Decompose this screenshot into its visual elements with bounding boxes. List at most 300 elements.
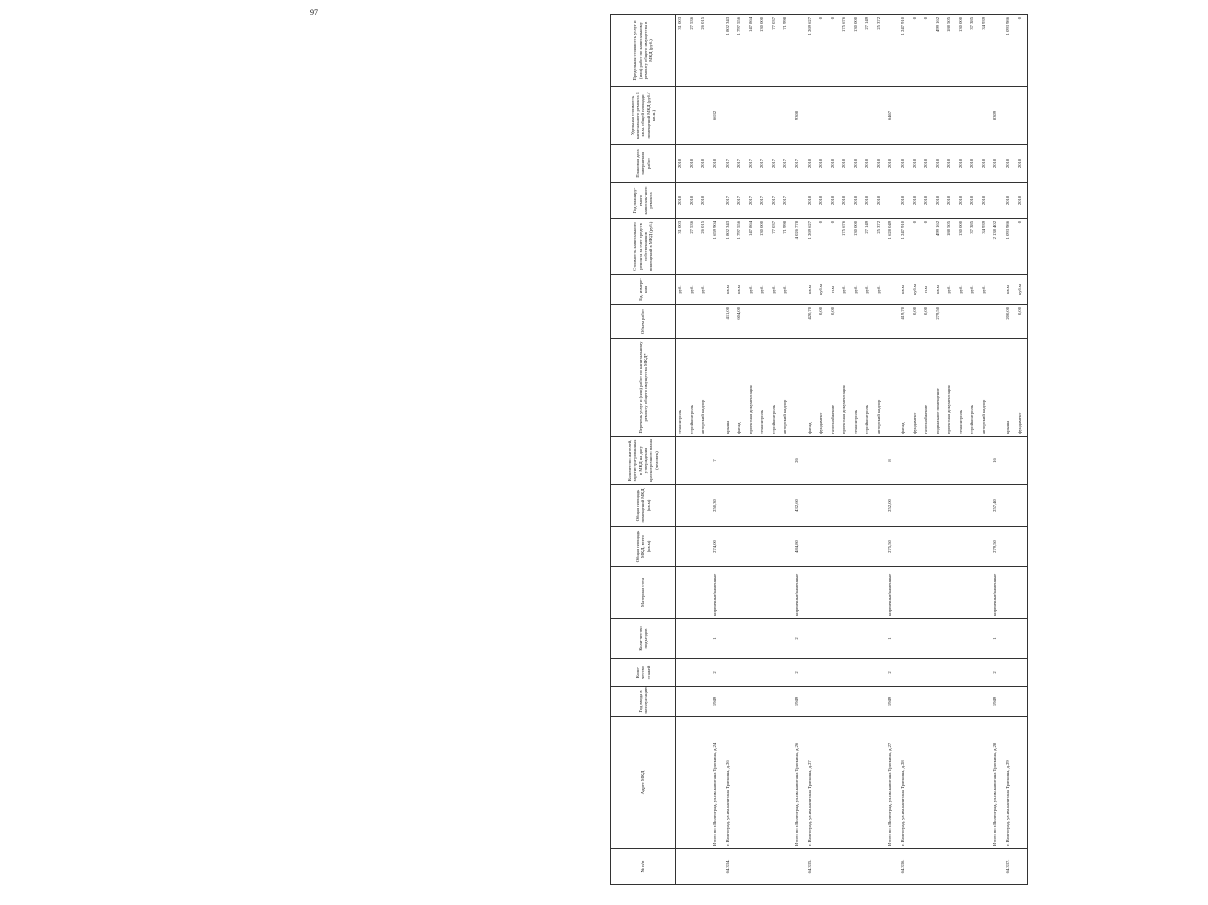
cell-plan-year: 2017 (758, 183, 770, 219)
cell-entrances: 1 (991, 619, 1004, 659)
cell-num: 64.335. (806, 849, 818, 885)
cell-cost: 1 797 556 (735, 219, 747, 275)
cell-works: техконтроль (676, 339, 688, 437)
cell-living-area (1004, 485, 1016, 527)
cell-unit: руб. (852, 275, 864, 305)
cell-residents (863, 437, 875, 485)
cell-volume (980, 305, 992, 339)
cell-max-cost: 175 676 (840, 15, 852, 87)
cell-total-area (699, 527, 711, 567)
cell-num (676, 849, 688, 885)
cell-max-cost: 77 037 (770, 15, 782, 87)
cell-living-area (934, 485, 946, 527)
cell-unit: кв.м (899, 275, 911, 305)
cell-unit-cost (1004, 87, 1016, 145)
cell-num (968, 849, 980, 885)
cell-living-area (747, 485, 759, 527)
cell-works: проектная документация (945, 339, 957, 437)
cell-volume (840, 305, 852, 339)
cell-plan-year: 2018 (852, 183, 864, 219)
cell-volume: 0,00 (829, 305, 841, 339)
cell-residents (957, 437, 969, 485)
cell-wall-material (676, 567, 688, 619)
cell-floors (911, 659, 923, 687)
cell-max-cost: 130 000 (852, 15, 864, 87)
cell-plan-year (886, 183, 899, 219)
cell-unit-cost (829, 87, 841, 145)
cell-entrances (934, 619, 946, 659)
cell-address (747, 717, 759, 849)
cell-num (688, 849, 700, 885)
cell-address (840, 717, 852, 849)
cell-entrances (957, 619, 969, 659)
cell-plan-end: 2017 (758, 145, 770, 183)
cell-works: стройконтроль (688, 339, 700, 437)
cell-year: 1949 (711, 687, 724, 717)
table-row (724, 15, 736, 885)
cell-entrances (806, 619, 818, 659)
cell-entrances (735, 619, 747, 659)
cell-residents: 7 (711, 437, 724, 485)
cell-num (957, 849, 969, 885)
cell-unit-cost (699, 87, 711, 145)
cell-num (991, 849, 1004, 885)
cell-unit: руб. (840, 275, 852, 305)
cell-residents (758, 437, 770, 485)
cell-cost: 0 (829, 219, 841, 275)
cell-unit: куб.м (1016, 275, 1028, 305)
cell-cost: 1 659 904 (711, 219, 724, 275)
cell-plan-end: 2018 (911, 145, 923, 183)
cell-address (968, 717, 980, 849)
cell-entrances (968, 619, 980, 659)
cell-floors (899, 659, 911, 687)
cell-num (711, 849, 724, 885)
col-header-total-area: Общая площадь МКД, всего (кв.м) (611, 527, 676, 567)
cell-plan-year: 2018 (840, 183, 852, 219)
cell-works: авторский надзор (699, 339, 711, 437)
cell-works: проектная документация (840, 339, 852, 437)
cell-plan-end: 2018 (980, 145, 992, 183)
cell-unit: п.м (922, 275, 934, 305)
cell-residents (875, 437, 887, 485)
cell-plan-end: 2018 (934, 145, 946, 183)
cell-entrances (840, 619, 852, 659)
cell-year (688, 687, 700, 717)
cell-floors (875, 659, 887, 687)
cell-unit-cost: 6632 (711, 87, 724, 145)
cell-year (781, 687, 793, 717)
cell-residents (735, 437, 747, 485)
cell-floors (724, 659, 736, 687)
cell-volume: 411,00 (724, 305, 736, 339)
cell-wall-material (934, 567, 946, 619)
cell-plan-year: 2017 (781, 183, 793, 219)
cell-works (793, 339, 806, 437)
cell-plan-year (793, 183, 806, 219)
cell-plan-end: 2017 (770, 145, 782, 183)
cell-living-area (945, 485, 957, 527)
cell-living-area (980, 485, 992, 527)
cell-plan-year: 2018 (922, 183, 934, 219)
cell-wall-material: кирпичные/каменные (991, 567, 1004, 619)
table-row (934, 15, 946, 885)
cell-max-cost: 25 372 (875, 15, 887, 87)
total-row (711, 15, 724, 885)
cell-works (886, 339, 899, 437)
cell-num (781, 849, 793, 885)
cell-unit: руб. (699, 275, 711, 305)
cell-wall-material (829, 567, 841, 619)
cell-max-cost: 1 802 343 (724, 15, 736, 87)
cell-total-area (781, 527, 793, 567)
cell-entrances (817, 619, 829, 659)
cell-wall-material (1016, 567, 1028, 619)
cell-unit-cost (724, 87, 736, 145)
col-header-num: № п/п (611, 849, 676, 885)
cell-address (676, 717, 688, 849)
cell-total-area (899, 527, 911, 567)
table-row (1004, 15, 1016, 885)
cell-unit-cost (758, 87, 770, 145)
cell-unit-cost: 6467 (886, 87, 899, 145)
cell-entrances: 1 (886, 619, 899, 659)
cell-max-cost: 0 (911, 15, 923, 87)
cell-total-area: 275,50 (886, 527, 899, 567)
cell-total-area (1016, 527, 1028, 567)
cell-max-cost: 34 939 (980, 15, 992, 87)
cell-plan-year (711, 183, 724, 219)
repair-plan-table (610, 14, 1028, 885)
cell-entrances (852, 619, 864, 659)
table-row (781, 15, 793, 885)
cell-living-area (968, 485, 980, 527)
cell-num (829, 849, 841, 885)
cell-wall-material (852, 567, 864, 619)
cell-plan-end: 2018 (899, 145, 911, 183)
cell-num (886, 849, 899, 885)
cell-unit: куб.м (817, 275, 829, 305)
table-body (676, 15, 1028, 885)
cell-year: 1949 (886, 687, 899, 717)
cell-floors (840, 659, 852, 687)
table-row (747, 15, 759, 885)
cell-living-area (957, 485, 969, 527)
cell-cost: 499 162 (934, 219, 946, 275)
cell-floors (863, 659, 875, 687)
cell-cost: 2 138 402 (991, 219, 1004, 275)
cell-volume: 0,00 (922, 305, 934, 339)
cell-year (676, 687, 688, 717)
cell-volume (781, 305, 793, 339)
cell-total-area (817, 527, 829, 567)
col-header-plan-year: Год планиру-емого капиталь-ного ремонта (611, 183, 676, 219)
cell-residents (676, 437, 688, 485)
cell-total-area (1004, 527, 1016, 567)
cell-plan-end: 2018 (852, 145, 864, 183)
cell-unit: кв.м (735, 275, 747, 305)
cell-cost: 77 037 (770, 219, 782, 275)
cell-wall-material: кирпичные/каменные (711, 567, 724, 619)
cell-wall-material (875, 567, 887, 619)
cell-wall-material (758, 567, 770, 619)
cell-plan-end: 2018 (688, 145, 700, 183)
cell-plan-end: 2018 (957, 145, 969, 183)
cell-plan-year: 2018 (676, 183, 688, 219)
cell-volume (688, 305, 700, 339)
total-row (991, 15, 1004, 885)
cell-num: 64.336. (899, 849, 911, 885)
cell-entrances (1016, 619, 1028, 659)
cell-unit: руб. (875, 275, 887, 305)
cell-plan-year: 2018 (806, 183, 818, 219)
cell-residents (922, 437, 934, 485)
cell-floors: 2 (711, 659, 724, 687)
cell-cost: 1 628 049 (886, 219, 899, 275)
cell-plan-year: 2018 (945, 183, 957, 219)
cell-num (758, 849, 770, 885)
cell-residents (724, 437, 736, 485)
cell-works (711, 339, 724, 437)
cell-max-cost: 1 797 556 (735, 15, 747, 87)
cell-total-area (735, 527, 747, 567)
cell-cost: 1 247 910 (899, 219, 911, 275)
cell-living-area (899, 485, 911, 527)
cell-address (934, 717, 946, 849)
cell-works: крыша (724, 339, 736, 437)
cell-floors (688, 659, 700, 687)
table-row (735, 15, 747, 885)
cell-unit: кв.м (724, 275, 736, 305)
cell-wall-material (840, 567, 852, 619)
cell-total-area (934, 527, 946, 567)
cell-unit-cost (875, 87, 887, 145)
cell-plan-end: 2018 (886, 145, 899, 183)
cell-year: 1949 (991, 687, 1004, 717)
cell-residents (781, 437, 793, 485)
cell-plan-year: 2017 (747, 183, 759, 219)
table-row (829, 15, 841, 885)
cell-entrances (922, 619, 934, 659)
cell-wall-material (724, 567, 736, 619)
cell-plan-end: 2018 (699, 145, 711, 183)
cell-unit: руб. (980, 275, 992, 305)
cell-year (1004, 687, 1016, 717)
cell-plan-end: 2018 (806, 145, 818, 183)
cell-cost: 25 372 (875, 219, 887, 275)
cell-address (911, 717, 923, 849)
table-row (875, 15, 887, 885)
cell-cost: 71 998 (781, 219, 793, 275)
col-header-residents: Количество жителей, зарегистри-рованных в МКД на дату утверждения краткосрочного плана (человек) (611, 437, 676, 485)
cell-year (911, 687, 923, 717)
cell-residents (852, 437, 864, 485)
cell-living-area (1016, 485, 1028, 527)
table-row (863, 15, 875, 885)
cell-year (922, 687, 934, 717)
col-header-volume: Объем работ (611, 305, 676, 339)
cell-year (934, 687, 946, 717)
cell-wall-material (688, 567, 700, 619)
cell-total-area: 279,50 (991, 527, 1004, 567)
cell-num (875, 849, 887, 885)
cell-unit-cost (934, 87, 946, 145)
cell-address (829, 717, 841, 849)
cell-unit: руб. (758, 275, 770, 305)
cell-living-area (770, 485, 782, 527)
cell-works (991, 339, 1004, 437)
col-header-address: Адрес МКД (611, 717, 676, 849)
cell-residents (1004, 437, 1016, 485)
cell-volume: 419,70 (899, 305, 911, 339)
cell-works: подвальное помещение (934, 339, 946, 437)
cell-plan-year (991, 183, 1004, 219)
cell-unit: руб. (747, 275, 759, 305)
cell-unit-cost (688, 87, 700, 145)
cell-plan-year: 2017 (724, 183, 736, 219)
cell-wall-material (806, 567, 818, 619)
cell-living-area (781, 485, 793, 527)
cell-cost: 130 000 (852, 219, 864, 275)
cell-total-area (968, 527, 980, 567)
cell-volume (770, 305, 782, 339)
cell-works: техконтроль (957, 339, 969, 437)
cell-total-area (724, 527, 736, 567)
cell-floors (852, 659, 864, 687)
cell-max-cost (991, 15, 1004, 87)
cell-residents (806, 437, 818, 485)
table-row (852, 15, 864, 885)
cell-year (747, 687, 759, 717)
cell-works: стройконтроль (770, 339, 782, 437)
cell-max-cost: 130 000 (957, 15, 969, 87)
cell-plan-end: 2018 (875, 145, 887, 183)
cell-residents (817, 437, 829, 485)
cell-cost: 188 505 (945, 219, 957, 275)
cell-year (735, 687, 747, 717)
cell-residents (688, 437, 700, 485)
cell-num: 64.334. (724, 849, 736, 885)
cell-plan-year: 2018 (934, 183, 946, 219)
cell-year (863, 687, 875, 717)
cell-volume: 279,50 (934, 305, 946, 339)
cell-cost: 4 026 778 (793, 219, 806, 275)
cell-cost: 130 000 (957, 219, 969, 275)
cell-works: техконтроль (852, 339, 864, 437)
cell-address (957, 717, 969, 849)
cell-year (817, 687, 829, 717)
page-number: 97 (310, 8, 318, 17)
total-row (886, 15, 899, 885)
cell-cost: 1 093 986 (1004, 219, 1016, 275)
cell-living-area (922, 485, 934, 527)
cell-year (758, 687, 770, 717)
cell-unit-cost (735, 87, 747, 145)
cell-max-cost: 1 093 986 (1004, 15, 1016, 87)
cell-unit (886, 275, 899, 305)
cell-unit-cost (852, 87, 864, 145)
table-row (699, 15, 711, 885)
cell-plan-year: 2018 (1016, 183, 1028, 219)
cell-living-area: 432,60 (793, 485, 806, 527)
cell-unit: куб.м (911, 275, 923, 305)
cell-wall-material (817, 567, 829, 619)
cell-unit: руб. (688, 275, 700, 305)
cell-plan-end: 2017 (781, 145, 793, 183)
cell-living-area (829, 485, 841, 527)
cell-works: техконтроль (758, 339, 770, 437)
cell-wall-material (957, 567, 969, 619)
cell-year (968, 687, 980, 717)
cell-max-cost: 27 536 (688, 15, 700, 87)
cell-works: авторский надзор (875, 339, 887, 437)
cell-cost: 34 939 (980, 219, 992, 275)
cell-total-area (957, 527, 969, 567)
cell-unit: кв.м (1004, 275, 1016, 305)
cell-max-cost (711, 15, 724, 87)
cell-entrances (758, 619, 770, 659)
cell-total-area (829, 527, 841, 567)
cell-entrances (863, 619, 875, 659)
cell-address (875, 717, 887, 849)
cell-works: крыша (1004, 339, 1016, 437)
cell-wall-material (699, 567, 711, 619)
cell-plan-year: 2018 (688, 183, 700, 219)
cell-unit-cost (957, 87, 969, 145)
cell-max-cost: 0 (922, 15, 934, 87)
cell-unit-cost: 8309 (991, 87, 1004, 145)
cell-unit-cost (980, 87, 992, 145)
cell-cost: 147 864 (747, 219, 759, 275)
cell-unit: руб. (957, 275, 969, 305)
total-row (793, 15, 806, 885)
cell-plan-end: 2018 (1016, 145, 1028, 183)
cell-unit-cost (840, 87, 852, 145)
cell-year (806, 687, 818, 717)
cell-wall-material: кирпичные/каменные (886, 567, 899, 619)
cell-total-area (747, 527, 759, 567)
cell-total-area: 274,00 (711, 527, 724, 567)
cell-cost: 37 385 (968, 219, 980, 275)
cell-address: Итого по г.Волгоград, ул.им.капитана Тряскина, д.27 (886, 717, 899, 849)
cell-unit (991, 275, 1004, 305)
col-header-unit-cost: Удельная стоимость капитального ремонта 1 кв.м. общей площади помещений МКД (руб./кв.м.) (611, 87, 676, 145)
cell-residents (968, 437, 980, 485)
cell-total-area (806, 527, 818, 567)
cell-entrances (829, 619, 841, 659)
cell-cost: 0 (817, 219, 829, 275)
cell-living-area (840, 485, 852, 527)
cell-wall-material (968, 567, 980, 619)
cell-volume (968, 305, 980, 339)
cell-floors (770, 659, 782, 687)
cell-plan-end: 2018 (676, 145, 688, 183)
cell-cost: 26 015 (699, 219, 711, 275)
cell-address (699, 717, 711, 849)
col-header-entrances: Коли-чество подъездов (611, 619, 676, 659)
cell-entrances: 1 (711, 619, 724, 659)
cell-plan-end: 2018 (1004, 145, 1016, 183)
cell-cost: 0 (1016, 219, 1028, 275)
table-row (945, 15, 957, 885)
cell-volume (991, 305, 1004, 339)
cell-floors (957, 659, 969, 687)
cell-unit: п.м (829, 275, 841, 305)
cell-cost: 1 269 627 (806, 219, 818, 275)
cell-volume: 420,70 (806, 305, 818, 339)
cell-unit: руб. (945, 275, 957, 305)
cell-wall-material (899, 567, 911, 619)
